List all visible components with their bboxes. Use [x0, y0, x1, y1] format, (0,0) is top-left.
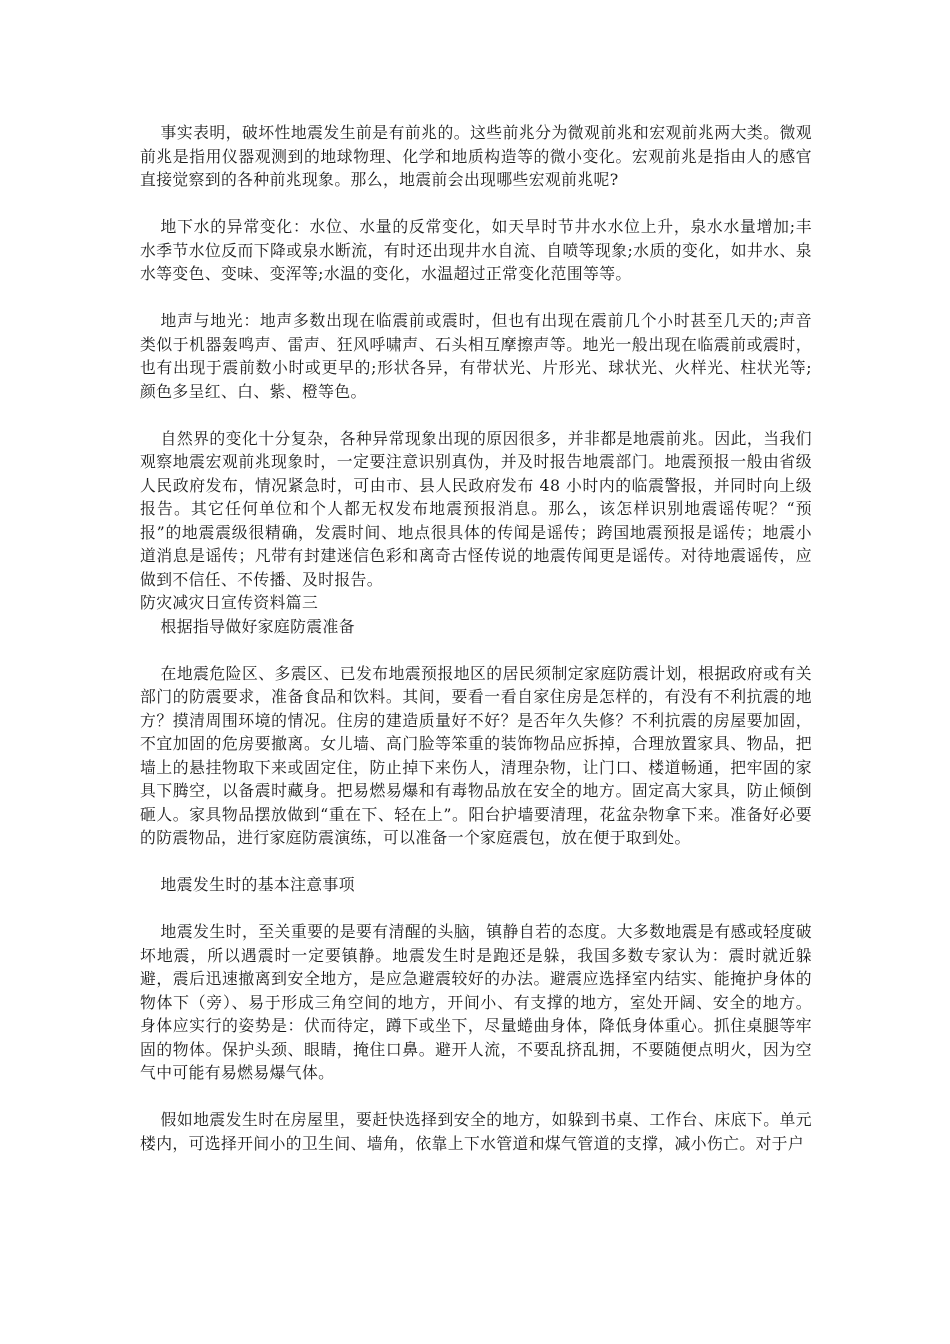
paragraph-indoors: 假如地震发生时在房屋里，要赶快选择到安全的地方，如躲到书桌、工作台、床底下。单元楼内，可选择开间小的卫生间、墙角，依靠上下水管道和煤气管道的支撑，减小伤亡。对于户	[140, 1110, 812, 1153]
subheading-basic-notes: 地震发生时的基本注意事项	[160, 875, 355, 894]
paragraph-precursor-intro: 事实表明，破坏性地震发生前是有前兆的。这些前兆分为微观前兆和宏观前兆两大类。微观前兆是指用仪器观测到的地球物理、化学和地质构造等的微小变化。宏观前兆是指由人的感官直接觉察到的各种前兆现象。那么，地震前会出现哪些宏观前兆呢?	[140, 123, 812, 189]
paragraph-rumor: 自然界的变化十分复杂，各种异常现象出现的原因很多，并非都是地震前兆。因此，当我们观察地震宏观前兆现象时，一定要注意识别真伪，并及时报告地震部门。地震预报一般由省级人民政府发布，情况紧急时，可由市、县人民政府发布 48 小时内的临震警报，并同时向上级报告。其它任何单位和个人都无权发布地震预报消息。那么，该怎样识别地震谣传呢？“预报”的地震震级很精确，发震时间、地点很具体的传闻是谣传；跨国地震预报是谣传；地震小道消息是谣传；凡带有封建迷信色彩和离奇古怪传说的地震传闻更是谣传。对待地震谣传，应做到不信任、不传播、及时报告。	[140, 428, 812, 589]
paragraph-gap	[140, 403, 812, 427]
subheading-family-preparation: 根据指导做好家庭防震准备	[160, 616, 355, 636]
paragraph-gap	[140, 897, 812, 921]
paragraph-family-plan: 在地震危险区、多震区、已发布地震预报地区的居民须制定家庭防震计划，根据政府或有关部门的防震要求，准备食品和饮料。其间，要看一看自家住房是怎样的，有没有不利抗震的地方？摸清周围环境的情况。住房的建造质量好不好？是否年久失修？不利抗震的房屋要加固，不宜加固的危房要撤离。女儿墙、高门脸等笨重的装饰物品应拆掉，合理放置家具、物品，把墙上的悬挂物取下来或固定住，防止掉下来伤人，清理杂物，让门口、楼道畅通，把牢固的家具下腾空，以备震时藏身。把易燃易爆和有毒物品放在安全的地方。固定高大家具，防止倾倒砸人。家具物品摆放做到“重在下、轻在上”。阳台护墙要清理，花盆杂物拿下来。准备好必要的防震物品，进行家庭防震演练，可以准备一个家庭震包，放在便于取到处。	[140, 663, 812, 847]
paragraph-gap	[140, 850, 812, 874]
paragraph-gap	[140, 638, 812, 662]
paragraph-gap	[140, 286, 812, 310]
paragraph-gap	[140, 192, 812, 216]
document-page	[140, 121, 812, 1155]
section-heading: 防灾减灾日宣传资料篇三	[140, 593, 319, 612]
paragraph-groundwater: 地下水的异常变化：水位、水量的反常变化，如天旱时节井水水位上升，泉水水量增加;丰水季节水位反而下降或泉水断流，有时还出现井水自流、自喷等现象;水质的变化，如井水、泉水等变色、变味、变浑等;水温的变化，水温超过正常变化范围等等。	[140, 217, 812, 283]
paragraph-gap	[140, 1085, 812, 1109]
paragraph-sound-light: 地声与地光：地声多数出现在临震前或震时，但也有出现在震前几个小时甚至几天的;声音类似于机器轰鸣声、雷声、狂风呼啸声、石头相互摩擦声等。地光一般出现在临震前或震时，也有出现于震前数小时或更早的;形状各异，有带状光、片形光、球状光、火样光、柱状光等;颜色多呈红、白、紫、橙等色。	[140, 311, 812, 401]
paragraph-calm: 地震发生时，至关重要的是要有清醒的头脑，镇静自若的态度。大多数地震是有感或轻度破坏地震，所以遇震时一定要镇静。地震发生时是跑还是躲，我国多数专家认为：震时就近躲避，震后迅速撤离到安全地方，是应急避震较好的办法。避震应选择室内结实、能掩护身体的物体下（旁）、易于形成三角空间的地方，开间小、有支撑的地方，室处开阔、安全的地方。身体应实行的姿势是：伏而待定，蹲下或坐下，尽量蜷曲身体，降低身体重心。抓住桌腿等牢固的物体。保护头颈、眼睛，掩住口鼻。避开人流，不要乱挤乱拥，不要随便点明火，因为空气中可能有易燃易爆气体。	[140, 922, 812, 1082]
